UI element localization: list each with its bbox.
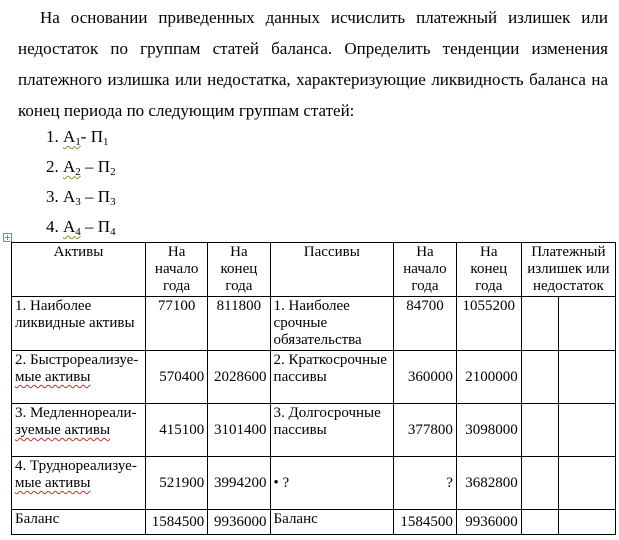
liability-start-cell: ? xyxy=(394,457,457,510)
total-label-cell: Баланс xyxy=(12,510,146,535)
asset-start-cell: 77100 xyxy=(145,297,207,351)
table-move-handle-icon[interactable]: + xyxy=(4,233,11,242)
list-item: 4. $А_4 - П_4$ xyxy=(46,217,116,238)
asset-cell: 1. Наиболее ликвидные активы xyxy=(12,297,146,351)
total-label-cell: Баланс xyxy=(270,510,394,535)
surplus-cell xyxy=(559,510,616,535)
liability-end-cell: 3682800 xyxy=(456,457,521,510)
surplus-cell xyxy=(521,297,559,351)
header-liabilities: Пассивы xyxy=(270,243,394,297)
surplus-cell xyxy=(559,457,616,510)
header-surplus: Платежный излишек или недостаток xyxy=(521,243,615,297)
table-row xyxy=(12,297,616,351)
liability-cell: 2. Краткосрочные пассивы xyxy=(270,351,394,404)
asset-end-cell: 3101400 xyxy=(208,404,270,457)
list-item: 2. $А_2 - П_2$ xyxy=(46,157,116,178)
asset-end-cell: 9936000 xyxy=(208,510,270,535)
asset-start-cell: 521900 xyxy=(145,457,207,510)
asset-start-cell: 415100 xyxy=(145,404,207,457)
table-row xyxy=(12,457,616,510)
liability-cell: • ? xyxy=(270,457,394,510)
surplus-cell xyxy=(559,404,616,457)
surplus-cell xyxy=(521,351,559,404)
surplus-cell xyxy=(521,510,559,535)
group-list xyxy=(46,122,116,242)
asset-start-cell: 1584500 xyxy=(145,510,207,535)
task-paragraph: На основании приведенных данных исчислить платежный излишек или недостаток по группам статей баланса. Определить тенденции изменения платежного излишка или недостатка, характеризующие ликвидность баланса на конец периода по следующим группам статей: xyxy=(18,8,608,120)
list-item: 3. $А_3 - П_3$ xyxy=(46,187,116,208)
liability-cell: 3. Долгосрочные пассивы xyxy=(270,404,394,457)
asset-start-cell: 570400 xyxy=(145,351,207,404)
header-start2: На начало года xyxy=(394,243,457,297)
liability-start-cell: 360000 xyxy=(394,351,457,404)
asset-end-cell: 3994200 xyxy=(208,457,270,510)
table-row xyxy=(12,404,616,457)
table-row xyxy=(12,351,616,404)
liability-start-cell: 1584500 xyxy=(394,510,457,535)
liability-start-cell: 377800 xyxy=(394,404,457,457)
balance-table xyxy=(11,242,616,535)
liability-end-cell: 9936000 xyxy=(456,510,521,535)
list-item: 1. $А_1-$ $П_1$ xyxy=(46,127,109,148)
surplus-cell xyxy=(521,457,559,510)
asset-cell: 4. Труднореализуе- мые активы xyxy=(12,457,146,510)
asset-end-cell: 811800 xyxy=(208,297,270,351)
surplus-cell xyxy=(559,297,616,351)
asset-cell: 3. Медленнореали- зуемые активы xyxy=(12,404,146,457)
asset-cell: 2. Быстрореализуе- мые активы xyxy=(12,351,146,404)
header-end: На конец года xyxy=(208,243,270,297)
table-total-row xyxy=(12,510,616,535)
surplus-cell xyxy=(521,404,559,457)
table-header-row xyxy=(12,243,616,297)
liability-cell: 1. Наиболее срочные обязательства xyxy=(270,297,394,351)
surplus-cell xyxy=(559,351,616,404)
liability-end-cell: 3098000 xyxy=(456,404,521,457)
asset-end-cell: 2028600 xyxy=(208,351,270,404)
header-start: На начало года xyxy=(145,243,207,297)
header-end2: На конец года xyxy=(456,243,521,297)
header-assets: Активы xyxy=(12,243,146,297)
liability-end-cell: 2100000 xyxy=(456,351,521,404)
liability-start-cell: 84700 xyxy=(394,297,457,351)
liability-end-cell: 1055200 xyxy=(456,297,521,351)
